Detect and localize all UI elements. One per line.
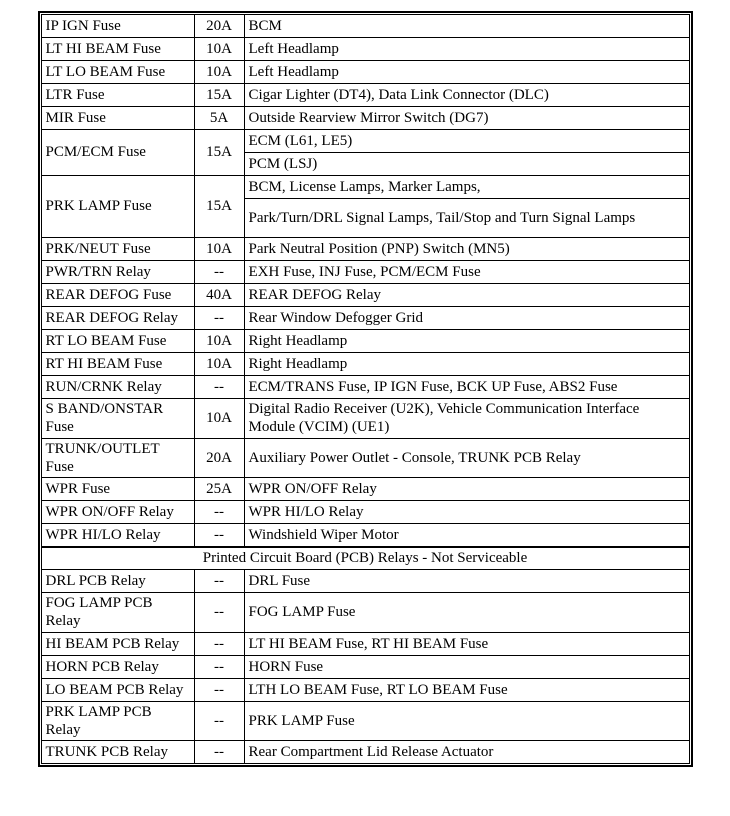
fuse-name: REAR DEFOG Fuse — [41, 284, 194, 307]
table-row — [41, 701, 689, 741]
fuse-description: PRK LAMP Fuse — [244, 701, 689, 741]
fuse-rating: -- — [194, 741, 244, 764]
fuse-description: Auxiliary Power Outlet - Console, TRUNK PCB Relay — [244, 438, 689, 478]
fuse-name: PRK LAMP PCB Relay — [41, 701, 194, 741]
table-row — [41, 238, 689, 261]
table-row — [41, 524, 689, 547]
table-row — [41, 176, 689, 199]
fuse-name: PRK LAMP Fuse — [41, 176, 194, 238]
fuse-description: Park Neutral Position (PNP) Switch (MN5) — [244, 238, 689, 261]
fuse-description: Windshield Wiper Motor — [244, 524, 689, 547]
fuse-description: Rear Window Defogger Grid — [244, 307, 689, 330]
fuse-description: ECM (L61, LE5) — [244, 130, 689, 153]
table-row — [41, 61, 689, 84]
fuse-name: LT HI BEAM Fuse — [41, 38, 194, 61]
table-row — [41, 399, 689, 439]
fuse-table-body — [41, 15, 689, 764]
fuse-name: RT LO BEAM Fuse — [41, 330, 194, 353]
fuse-name: REAR DEFOG Relay — [41, 307, 194, 330]
fuse-name: PWR/TRN Relay — [41, 261, 194, 284]
fuse-rating: 10A — [194, 38, 244, 61]
fuse-rating: 20A — [194, 438, 244, 478]
table-row — [41, 655, 689, 678]
fuse-rating: -- — [194, 524, 244, 547]
fuse-name: TRUNK/OUTLET Fuse — [41, 438, 194, 478]
table-row — [41, 593, 689, 633]
fuse-name: TRUNK PCB Relay — [41, 741, 194, 764]
fuse-rating: 10A — [194, 238, 244, 261]
table-row — [41, 438, 689, 478]
table-row — [41, 107, 689, 130]
fuse-name: HI BEAM PCB Relay — [41, 632, 194, 655]
fuse-name: RT HI BEAM Fuse — [41, 353, 194, 376]
table-row — [41, 307, 689, 330]
fuse-name: PRK/NEUT Fuse — [41, 238, 194, 261]
fuse-description: PCM (LSJ) — [244, 153, 689, 176]
fuse-description: Right Headlamp — [244, 330, 689, 353]
table-row — [41, 741, 689, 764]
fuse-description: LTH LO BEAM Fuse, RT LO BEAM Fuse — [244, 678, 689, 701]
table-row — [41, 501, 689, 524]
fuse-description: Digital Radio Receiver (U2K), Vehicle Communication Interface Module (VCIM) (UE1) — [244, 399, 689, 439]
table-row — [41, 632, 689, 655]
fuse-description: HORN Fuse — [244, 655, 689, 678]
fuse-name: IP IGN Fuse — [41, 15, 194, 38]
fuse-description: Right Headlamp — [244, 353, 689, 376]
fuse-description: Rear Compartment Lid Release Actuator — [244, 741, 689, 764]
fuse-rating: 15A — [194, 84, 244, 107]
table-row — [41, 353, 689, 376]
fuse-rating: -- — [194, 376, 244, 399]
table-row — [41, 678, 689, 701]
fuse-rating: 10A — [194, 330, 244, 353]
fuse-rating: -- — [194, 501, 244, 524]
table-row — [41, 15, 689, 38]
fuse-name: FOG LAMP PCB Relay — [41, 593, 194, 633]
fuse-description: Left Headlamp — [244, 38, 689, 61]
fuse-rating: 10A — [194, 399, 244, 439]
fuse-name: MIR Fuse — [41, 107, 194, 130]
section-header: Printed Circuit Board (PCB) Relays - Not Serviceable — [41, 547, 689, 570]
fuse-rating: 10A — [194, 353, 244, 376]
table-row — [41, 84, 689, 107]
fuse-rating: -- — [194, 678, 244, 701]
fuse-name: LO BEAM PCB Relay — [41, 678, 194, 701]
fuse-rating: -- — [194, 593, 244, 633]
fuse-name: LTR Fuse — [41, 84, 194, 107]
fuse-name: WPR ON/OFF Relay — [41, 501, 194, 524]
fuse-description: FOG LAMP Fuse — [244, 593, 689, 633]
fuse-description: Park/Turn/DRL Signal Lamps, Tail/Stop and Turn Signal Lamps — [244, 199, 689, 238]
table-row — [41, 478, 689, 501]
fuse-description: BCM, License Lamps, Marker Lamps, — [244, 176, 689, 199]
fuse-name: PCM/ECM Fuse — [41, 130, 194, 176]
fuse-relay-table — [41, 14, 690, 764]
fuse-rating: 10A — [194, 61, 244, 84]
fuse-description: Cigar Lighter (DT4), Data Link Connector (DLC) — [244, 84, 689, 107]
fuse-description: BCM — [244, 15, 689, 38]
fuse-name: RUN/CRNK Relay — [41, 376, 194, 399]
fuse-description: ECM/TRANS Fuse, IP IGN Fuse, BCK UP Fuse, ABS2 Fuse — [244, 376, 689, 399]
fuse-rating: 25A — [194, 478, 244, 501]
table-row — [41, 570, 689, 593]
table-row — [41, 130, 689, 153]
fuse-name: HORN PCB Relay — [41, 655, 194, 678]
table-row — [41, 376, 689, 399]
fuse-rating: -- — [194, 307, 244, 330]
fuse-description: DRL Fuse — [244, 570, 689, 593]
fuse-name: WPR HI/LO Relay — [41, 524, 194, 547]
fuse-rating: 15A — [194, 176, 244, 238]
fuse-description: LT HI BEAM Fuse, RT HI BEAM Fuse — [244, 632, 689, 655]
fuse-rating: -- — [194, 655, 244, 678]
section-header-row — [41, 547, 689, 570]
fuse-rating: -- — [194, 701, 244, 741]
fuse-rating: 15A — [194, 130, 244, 176]
fuse-rating: 20A — [194, 15, 244, 38]
fuse-name: LT LO BEAM Fuse — [41, 61, 194, 84]
fuse-name: DRL PCB Relay — [41, 570, 194, 593]
table-row — [41, 284, 689, 307]
fuse-table-frame — [38, 11, 693, 767]
fuse-description: REAR DEFOG Relay — [244, 284, 689, 307]
fuse-description: Outside Rearview Mirror Switch (DG7) — [244, 107, 689, 130]
table-row — [41, 261, 689, 284]
fuse-rating: 40A — [194, 284, 244, 307]
table-row — [41, 38, 689, 61]
fuse-name: WPR Fuse — [41, 478, 194, 501]
fuse-rating: -- — [194, 570, 244, 593]
fuse-rating: -- — [194, 261, 244, 284]
fuse-description: WPR ON/OFF Relay — [244, 478, 689, 501]
fuse-description: EXH Fuse, INJ Fuse, PCM/ECM Fuse — [244, 261, 689, 284]
fuse-rating: -- — [194, 632, 244, 655]
fuse-name: S BAND/ONSTAR Fuse — [41, 399, 194, 439]
fuse-description: Left Headlamp — [244, 61, 689, 84]
fuse-description: WPR HI/LO Relay — [244, 501, 689, 524]
fuse-rating: 5A — [194, 107, 244, 130]
table-row — [41, 330, 689, 353]
